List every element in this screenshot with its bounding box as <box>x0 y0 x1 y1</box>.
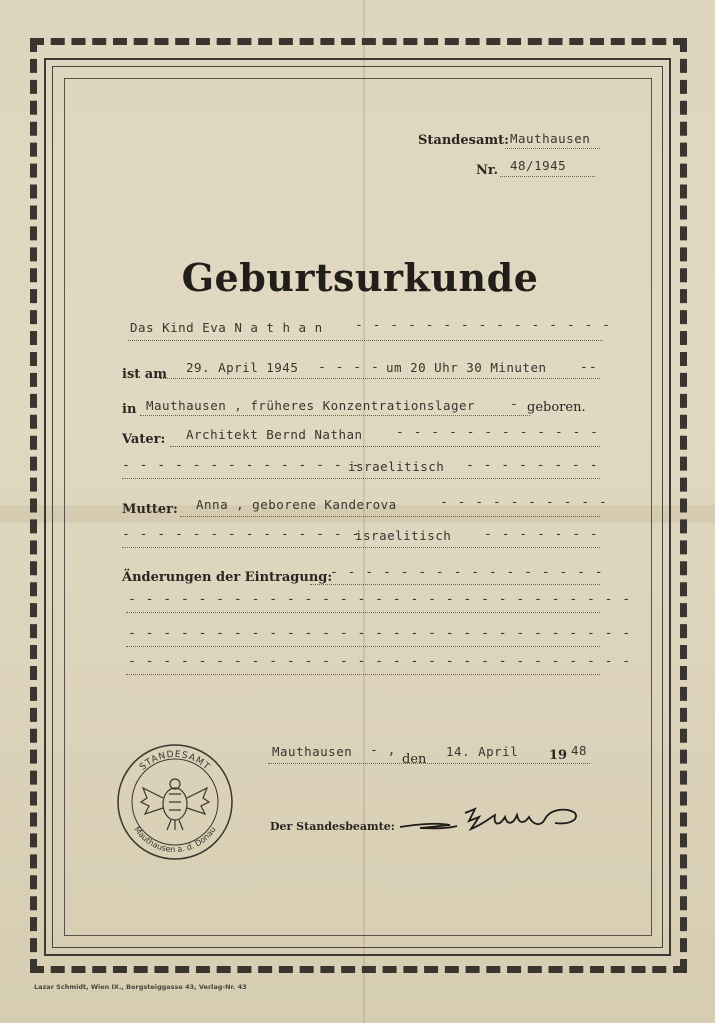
birth-underline <box>160 378 600 379</box>
changes-label: Änderungen der Eintragung: <box>122 570 333 585</box>
father-religion-underline <box>122 478 600 479</box>
father-religion: israelitisch <box>348 459 445 474</box>
birth-place: Mauthausen , früheres Konzentrationslager <box>146 398 476 413</box>
den-label: den <box>402 752 427 767</box>
place-prefix: in <box>122 402 137 417</box>
fill-dashes: - - - - - - - <box>484 527 599 542</box>
fill-dashes: - - - - - - - - - - - - - - - <box>355 318 611 333</box>
registry-underline <box>505 148 600 149</box>
official-seal <box>115 742 235 862</box>
issue-underline <box>268 763 590 764</box>
birth-time: um 20 Uhr 30 Minuten <box>386 360 547 375</box>
mother-religion-underline <box>122 547 600 548</box>
fill-dashes: - , <box>370 743 397 758</box>
document-title: Geburtsurkunde <box>181 255 539 300</box>
father-underline <box>170 446 600 447</box>
fill-dashes: - <box>510 397 519 412</box>
mother-name: Anna , geborene Kanderova <box>196 497 397 512</box>
fill-dashes: - - - - - - - - <box>466 458 599 473</box>
printer-imprint: Lazar Schmidt, Wien IX., Bergsteiggasse 43, Verlag-Nr. 43 <box>34 983 247 991</box>
child-name: Das Kind Eva N a t h a n <box>130 320 323 335</box>
number-label: Nr. <box>476 163 499 178</box>
mother-label: Mutter: <box>122 502 178 517</box>
registry-label: Standesamt: <box>418 133 509 148</box>
seal-bottom-text: Mauthausen a. d. Donau <box>132 824 218 855</box>
registrar-signature <box>395 795 595 845</box>
father-label: Vater: <box>122 432 166 447</box>
year-suffix: 48 <box>571 743 588 758</box>
number-underline <box>500 176 595 177</box>
svg-text:STANDESAMT <box>138 750 212 773</box>
changes-blank-line <box>126 646 600 647</box>
father-name: Architekt Bernd Nathan <box>186 427 363 442</box>
fill-dashes: -- <box>580 360 598 375</box>
fill-dashes: - - - - - - - - - - - - - - - - - - - - - - - - - - - - - <box>128 654 632 669</box>
born-word: geboren. <box>527 400 586 415</box>
mother-religion: israelitisch <box>355 528 452 543</box>
fill-dashes: - - - - - - - - - - <box>440 495 608 510</box>
fill-dashes: - - - - - - - - - - - - - - <box>122 458 361 473</box>
fill-dashes: - - - - <box>318 360 380 375</box>
changes-blank-line <box>126 674 600 675</box>
eagle-emblem-icon <box>141 779 209 830</box>
seal-top-text: STANDESAMT <box>138 749 212 773</box>
mother-underline <box>180 516 600 517</box>
changes-blank-line <box>126 612 600 613</box>
fill-dashes: - - - - - - - - - - - - - - - - - - - - - - - - - - - - - <box>128 626 632 641</box>
fill-dashes: - - - - - - - - - - - - <box>396 425 600 440</box>
fill-dashes: - - - - - - - - - - - - - - - - - - - - - - - - - - - - - <box>128 592 632 607</box>
birth-prefix: ist am <box>122 367 167 382</box>
fill-dashes: - - - - - - - - - - - - - - <box>122 527 361 542</box>
birth-date: 29. April 1945 <box>186 360 299 375</box>
registry-value: Mauthausen <box>510 131 591 146</box>
issue-place: Mauthausen <box>272 744 353 759</box>
issue-date: 14. April <box>446 744 519 759</box>
fill-dashes: - - - - - - - - - - - - - - - - <box>330 565 604 580</box>
child-underline <box>128 340 603 341</box>
changes-underline <box>310 584 600 585</box>
place-underline <box>140 415 530 416</box>
registrar-label: Der Standesbeamte: <box>270 820 395 833</box>
number-value: 48/1945 <box>510 158 567 173</box>
year-prefix: 19 <box>549 748 568 763</box>
